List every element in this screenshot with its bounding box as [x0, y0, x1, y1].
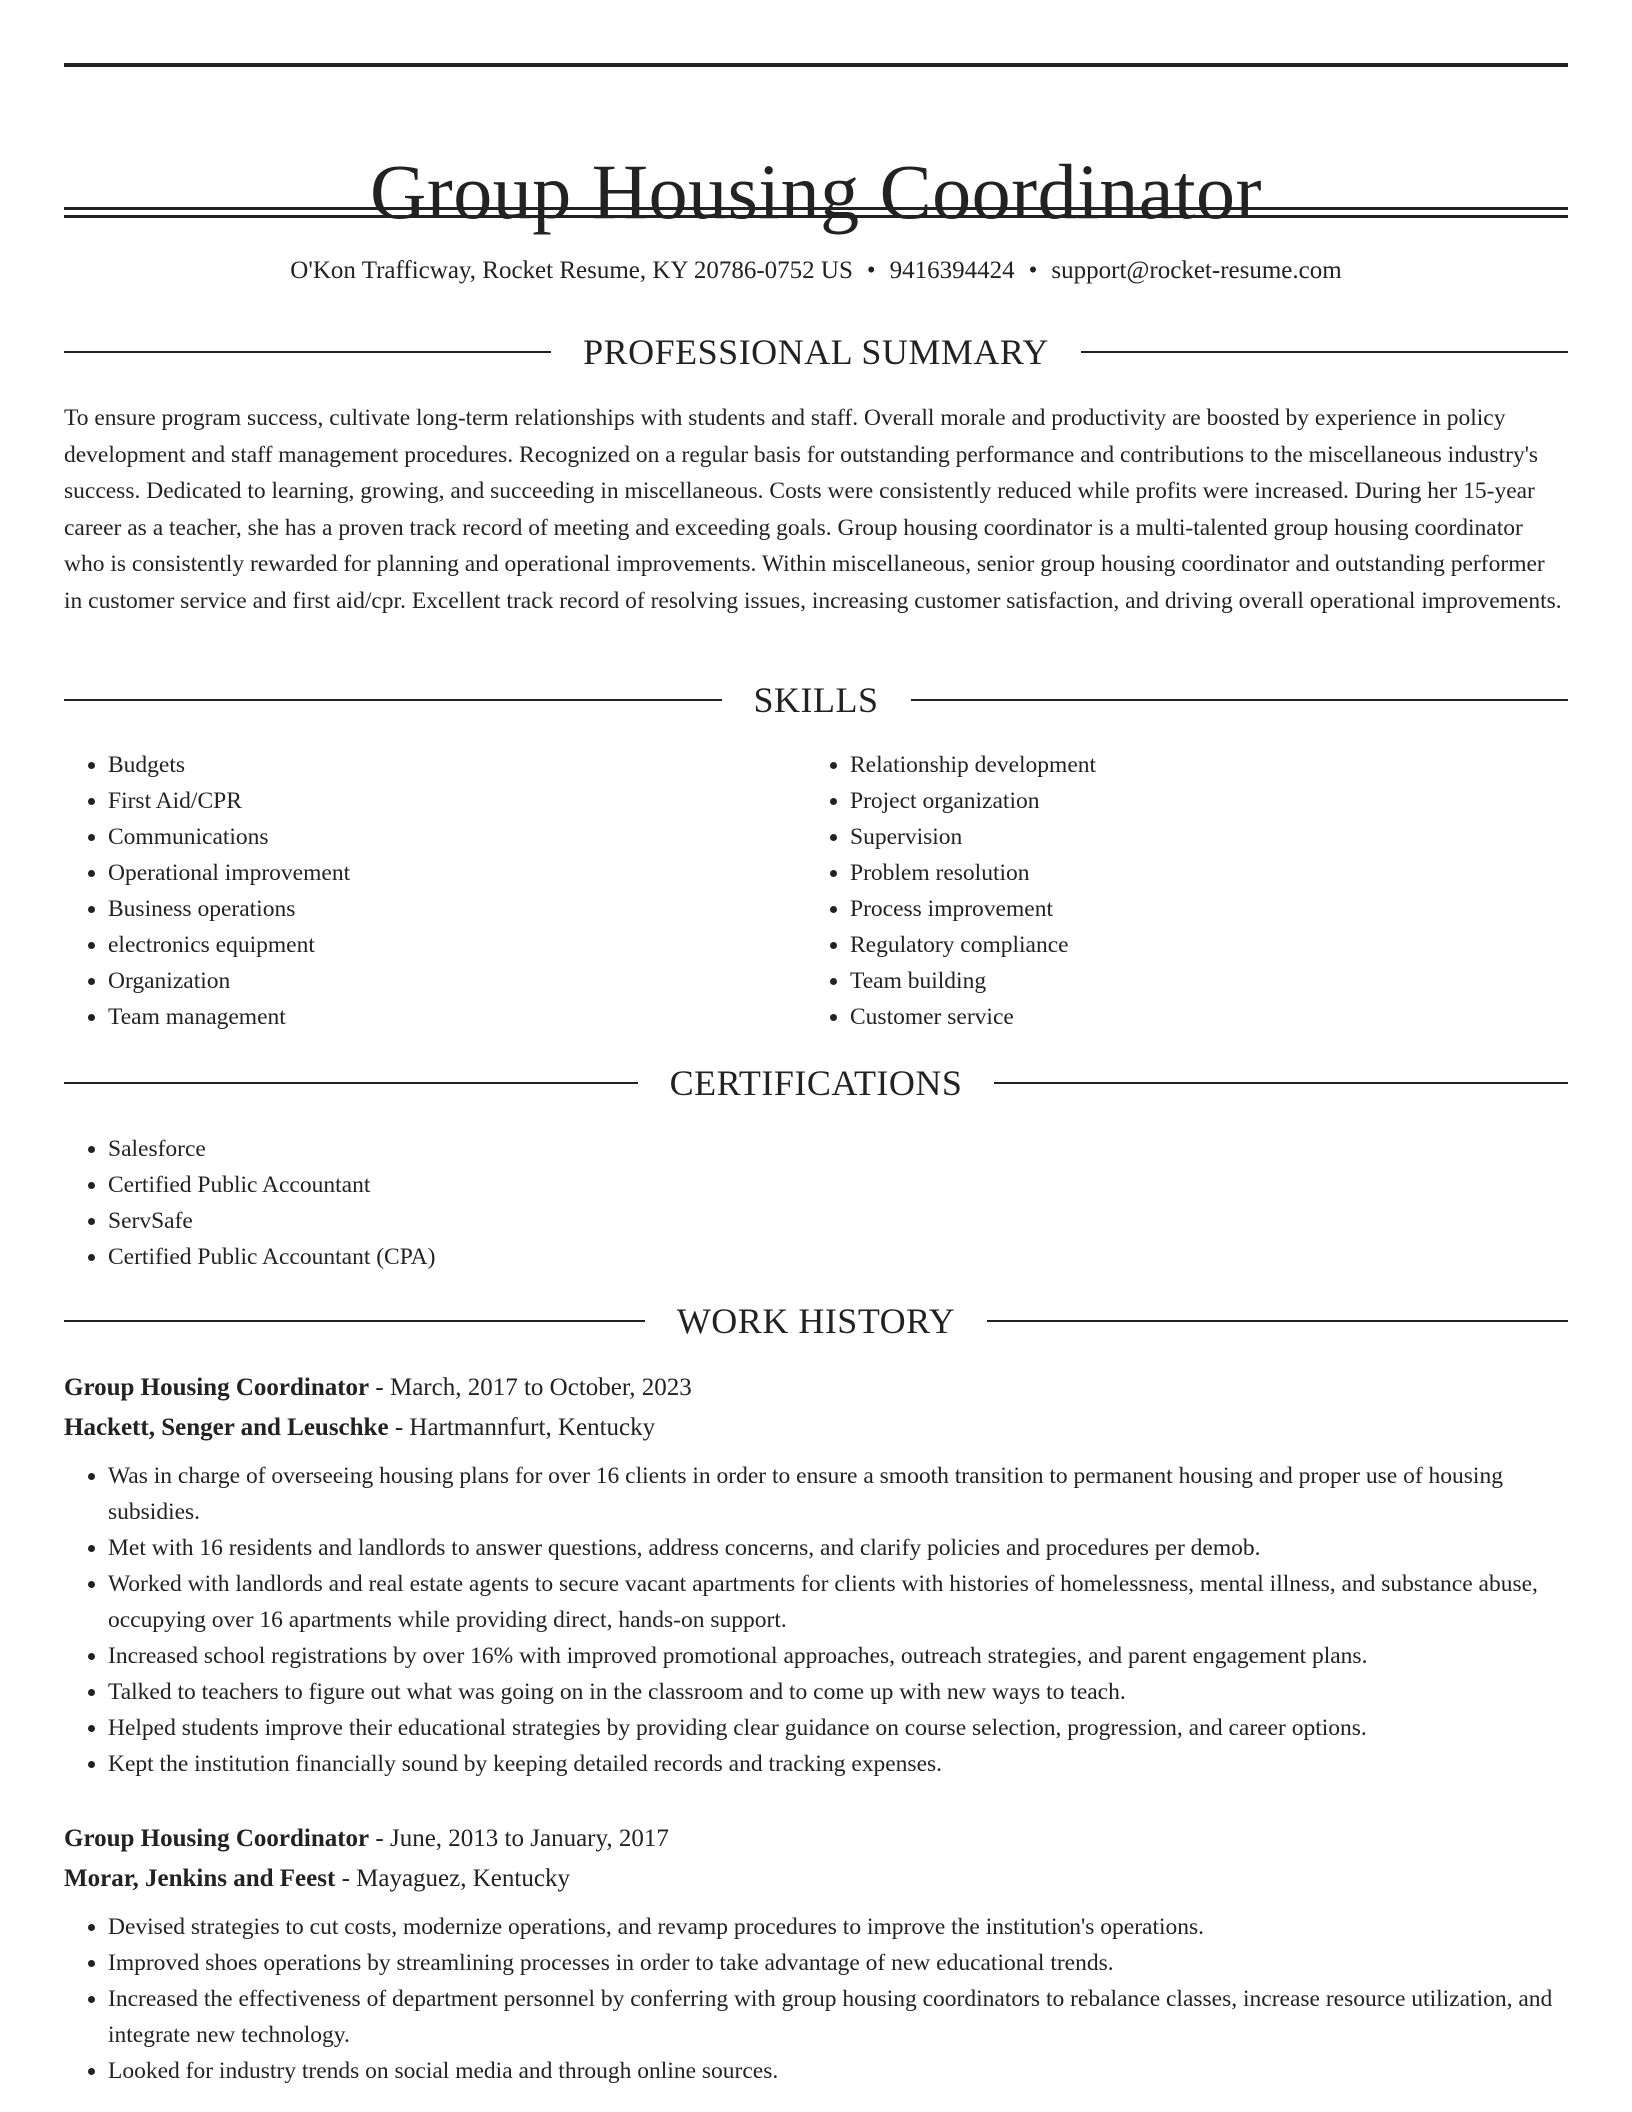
resume-name: Group Housing Coordinator: [369, 148, 1263, 236]
skills-column-right: [806, 747, 1548, 1035]
job-company: Morar, Jenkins and Feest: [64, 1865, 336, 1892]
skill-item: • Relationship development: [850, 747, 1548, 783]
skill-item: • Communications: [108, 819, 806, 855]
header-bottom-rule-2: [64, 215, 1568, 218]
heading-rule: [64, 699, 722, 701]
job-entry: [64, 1368, 1568, 1782]
heading-rule: [64, 1082, 638, 1084]
contact-line: [64, 254, 1568, 288]
heading-rule: [64, 351, 551, 353]
certifications-list: [64, 1131, 1568, 1275]
heading-rule: [911, 699, 1569, 701]
job-title: Group Housing Coordinator: [64, 1825, 370, 1852]
job-company-line: [64, 1408, 1568, 1448]
job-bullet: • Kept the institution financially sound by keeping detailed records and tracking expenses.: [108, 1746, 1568, 1782]
job-bullet: • Worked with landlords and real estate agents to secure vacant apartments for clients with histories of homelessness, mental illness, and substance abuse, occupying over 16 apartments while providing direct, hands-on support.: [108, 1566, 1568, 1638]
header-bottom-rule: [64, 207, 1568, 210]
skills-list: [64, 747, 1568, 1035]
summary-title: PROFESSIONAL SUMMARY: [583, 332, 1049, 372]
skill-item: • First Aid/CPR: [108, 783, 806, 819]
job-bullet: • Devised strategies to cut costs, modernize operations, and revamp procedures to improve the institution's operations.: [108, 1909, 1568, 1945]
skill-item: • Customer service: [850, 999, 1548, 1035]
heading-rule: [994, 1082, 1568, 1084]
heading-rule: [1081, 351, 1568, 353]
job-bullet: • Talked to teachers to figure out what was going on in the classroom and to come up with new ways to teach.: [108, 1674, 1568, 1710]
skill-item: • Organization: [108, 963, 806, 999]
job-bullet: • Improved shoes operations by streamlining processes in order to take advantage of new educational trends.: [108, 1945, 1568, 1981]
job-bullet: • Was in charge of overseeing housing plans for over 16 clients in order to ensure a smooth transition to permanent housing and proper use of housing subsidies.: [108, 1458, 1568, 1530]
certification-item: • Certified Public Accountant (CPA): [108, 1239, 1568, 1275]
job-company-line: [64, 1859, 1568, 1899]
skill-item: • Regulatory compliance: [850, 927, 1548, 963]
contact-address: O'Kon Trafficway, Rocket Resume, KY 20786-0752 US: [290, 257, 853, 284]
skill-item: • Team building: [850, 963, 1548, 999]
summary-heading: [64, 330, 1568, 374]
certification-item: • Salesforce: [108, 1131, 1568, 1167]
job-bullets: [64, 1458, 1568, 1782]
certifications-title: CERTIFICATIONS: [669, 1063, 963, 1103]
contact-email: support@rocket-resume.com: [1051, 257, 1342, 284]
skills-column-left: [64, 747, 806, 1035]
skill-item: • Process improvement: [850, 891, 1548, 927]
skill-item: • Budgets: [108, 747, 806, 783]
skill-item: • Problem resolution: [850, 855, 1548, 891]
job-bullet: • Increased school registrations by over 16% with improved promotional approaches, outreach strategies, and parent engagement plans.: [108, 1638, 1568, 1674]
skill-item: • Team management: [108, 999, 806, 1035]
certifications-heading: [64, 1061, 1568, 1105]
skill-item: • Project organization: [850, 783, 1548, 819]
skill-item: • Operational improvement: [108, 855, 806, 891]
job-title-line: [64, 1368, 1568, 1408]
skill-item: • electronics equipment: [108, 927, 806, 963]
skill-item: • Business operations: [108, 891, 806, 927]
job-title-line: [64, 1819, 1568, 1859]
job-title: Group Housing Coordinator: [64, 1374, 370, 1401]
job-company: Hackett, Senger and Leuschke: [64, 1414, 389, 1441]
work-history-title: WORK HISTORY: [676, 1301, 956, 1341]
header-top-rule: [64, 63, 1568, 67]
job-entry: [64, 1819, 1568, 2089]
job-bullet: • Increased the effectiveness of department personnel by conferring with group housing coordinators to rebalance classes, increase resource utilization, and integrate new technology.: [108, 1981, 1568, 2053]
work-history-heading: [64, 1299, 1568, 1343]
certification-item: • ServSafe: [108, 1203, 1568, 1239]
job-bullet: • Looked for industry trends on social media and through online sources.: [108, 2053, 1568, 2089]
job-location: - Hartmannfurt, Kentucky: [388, 1414, 656, 1441]
contact-separator: •: [1028, 257, 1038, 284]
heading-rule: [64, 1320, 645, 1322]
skills-title: SKILLS: [753, 680, 879, 720]
job-bullet: • Helped students improve their educational strategies by providing clear guidance on course selection, progression, and career options.: [108, 1710, 1568, 1746]
contact-separator: •: [866, 257, 876, 284]
contact-phone: 9416394424: [889, 257, 1015, 284]
skills-heading: [64, 678, 1568, 722]
job-bullets: [64, 1909, 1568, 2089]
job-location: - Mayaguez, Kentucky: [335, 1865, 570, 1892]
job-dates: - March, 2017 to October, 2023: [369, 1374, 692, 1401]
skill-item: • Supervision: [850, 819, 1548, 855]
certification-item: • Certified Public Accountant: [108, 1167, 1568, 1203]
summary-text: To ensure program success, cultivate long-term relationships with students and staff. Overall morale and productivity are boosted by experience in policy development and staff management procedures. Recognized on a regular basis for outstanding performance and contributions to the miscellaneous industry's success. Dedicated to learning, growing, and succeeding in miscellaneous. Costs were consistently reduced while profits were increased. During her 15-year career as a teacher, she has a proven track record of meeting and exceeding goals. Group housing coordinator is a multi-talented group housing coordinator who is consistently rewarded for planning and operational improvements. Within miscellaneous, senior group housing coordinator and outstanding performer in customer service and first aid/cpr. Excellent track record of resolving issues, increasing customer satisfaction, and driving overall operational improvements.: [64, 405, 1562, 614]
job-bullet: • Met with 16 residents and landlords to answer questions, address concerns, and clarify policies and procedures per demob.: [108, 1530, 1568, 1566]
heading-rule: [987, 1320, 1568, 1322]
job-dates: - June, 2013 to January, 2017: [369, 1825, 669, 1852]
